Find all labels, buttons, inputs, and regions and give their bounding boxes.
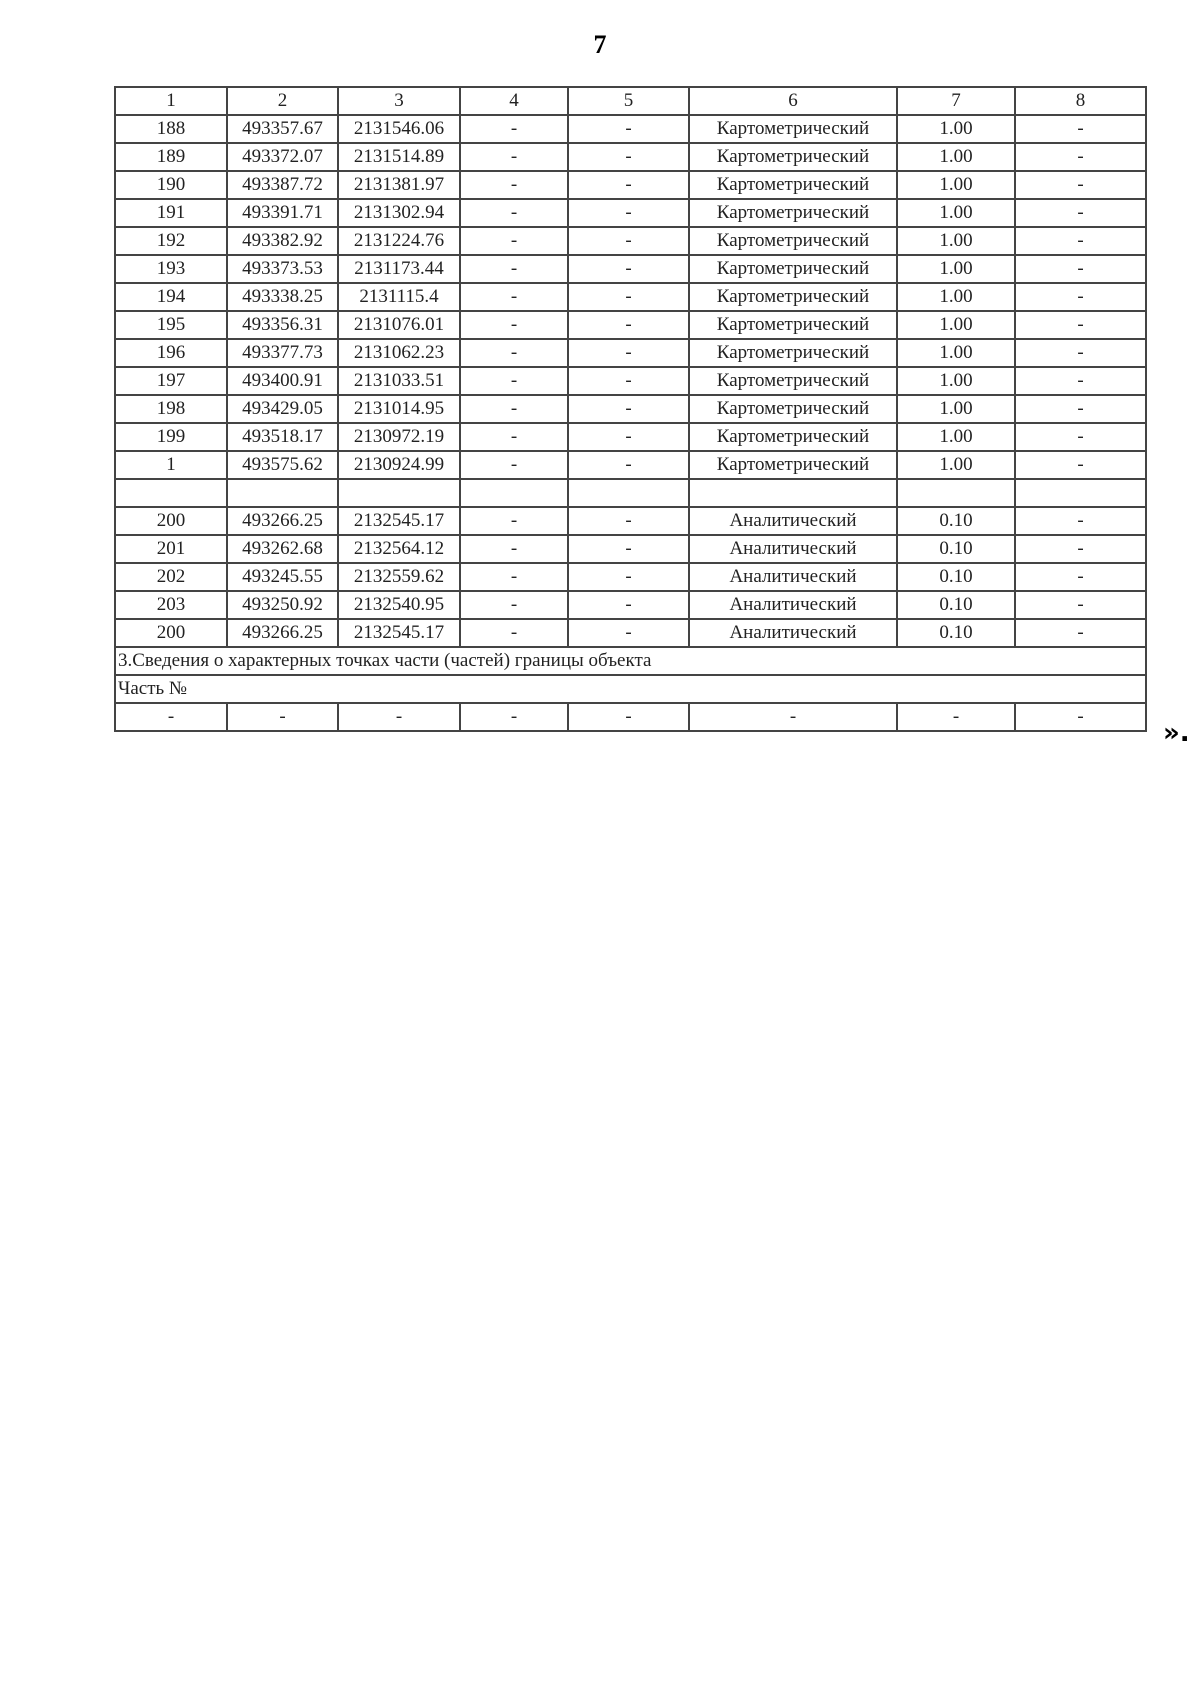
table-cell: - <box>568 423 689 451</box>
table-cell: 2131546.06 <box>338 115 460 143</box>
table-cell: - <box>897 703 1015 731</box>
table-cell: 2130924.99 <box>338 451 460 479</box>
table-cell: - <box>115 703 227 731</box>
table-cell: 1.00 <box>897 311 1015 339</box>
table-cell: 493373.53 <box>227 255 338 283</box>
part-number-label: Часть № <box>115 675 1146 703</box>
table-cell: - <box>1015 507 1146 535</box>
table-cell: - <box>1015 563 1146 591</box>
table-cell: 197 <box>115 367 227 395</box>
table-cell: - <box>1015 339 1146 367</box>
header-row <box>115 87 1146 115</box>
header-cell: 3 <box>338 87 460 115</box>
table-cell: - <box>568 283 689 311</box>
table-cell: Картометрический <box>689 199 897 227</box>
table-cell: Картометрический <box>689 395 897 423</box>
table-cell: 493266.25 <box>227 619 338 647</box>
table-row <box>115 255 1146 283</box>
table-row <box>115 395 1146 423</box>
table-cell: - <box>568 115 689 143</box>
table-cell: - <box>460 395 568 423</box>
table-cell: 493575.62 <box>227 451 338 479</box>
table-cell: 0.10 <box>897 591 1015 619</box>
empty-cell <box>689 479 897 507</box>
table-cell: 188 <box>115 115 227 143</box>
table-cell: Картометрический <box>689 283 897 311</box>
table-cell: - <box>1015 703 1146 731</box>
table-row <box>115 227 1146 255</box>
table-cell: Картометрический <box>689 367 897 395</box>
table-cell: - <box>460 507 568 535</box>
table-cell: 194 <box>115 283 227 311</box>
table-row <box>115 563 1146 591</box>
table-cell: Картометрический <box>689 227 897 255</box>
table-cell: - <box>460 143 568 171</box>
table-cell: 0.10 <box>897 619 1015 647</box>
table-cell: - <box>460 311 568 339</box>
table-cell: 190 <box>115 171 227 199</box>
table-row <box>115 367 1146 395</box>
empty-cell <box>460 479 568 507</box>
table-cell: Картометрический <box>689 339 897 367</box>
table-body <box>115 87 1146 731</box>
table-cell: 493400.91 <box>227 367 338 395</box>
table-cell: 203 <box>115 591 227 619</box>
table-cell: - <box>568 227 689 255</box>
table-cell: - <box>460 199 568 227</box>
table-cell: 1.00 <box>897 451 1015 479</box>
table-cell: Картометрический <box>689 255 897 283</box>
section3-title-row <box>115 647 1146 675</box>
table-row <box>115 619 1146 647</box>
table-cell: 1.00 <box>897 339 1015 367</box>
table-cell: - <box>460 423 568 451</box>
table-cell: 2131076.01 <box>338 311 460 339</box>
table-cell: - <box>568 535 689 563</box>
table-cell: Картометрический <box>689 115 897 143</box>
table-cell: 1.00 <box>897 171 1015 199</box>
table-cell: Картометрический <box>689 143 897 171</box>
empty-cell <box>897 479 1015 507</box>
table-cell: - <box>460 115 568 143</box>
table-cell: 1.00 <box>897 199 1015 227</box>
table-row <box>115 311 1146 339</box>
table-cell: 0.10 <box>897 507 1015 535</box>
table-cell: 2131014.95 <box>338 395 460 423</box>
header-cell: 5 <box>568 87 689 115</box>
table-cell: - <box>1015 255 1146 283</box>
table-cell: Картометрический <box>689 171 897 199</box>
part-number-label-row <box>115 675 1146 703</box>
table-cell: 2132564.12 <box>338 535 460 563</box>
table-cell: - <box>460 591 568 619</box>
table-cell: Картометрический <box>689 451 897 479</box>
table-row <box>115 535 1146 563</box>
table-row <box>115 199 1146 227</box>
table-cell: 1.00 <box>897 367 1015 395</box>
table-cell: 493245.55 <box>227 563 338 591</box>
table-cell: 2132545.17 <box>338 619 460 647</box>
table-cell: 493382.92 <box>227 227 338 255</box>
table-cell: 201 <box>115 535 227 563</box>
table-cell: 199 <box>115 423 227 451</box>
table-cell: - <box>460 451 568 479</box>
table-cell: 1.00 <box>897 143 1015 171</box>
table-cell: - <box>1015 143 1146 171</box>
table-cell: 2132559.62 <box>338 563 460 591</box>
table-cell: - <box>1015 311 1146 339</box>
table-cell: 189 <box>115 143 227 171</box>
table-cell: - <box>460 255 568 283</box>
table-cell: - <box>1015 367 1146 395</box>
table-cell: - <box>568 703 689 731</box>
table-cell: - <box>568 563 689 591</box>
table-cell: - <box>460 619 568 647</box>
header-cell: 7 <box>897 87 1015 115</box>
header-cell: 6 <box>689 87 897 115</box>
table-cell: Аналитический <box>689 507 897 535</box>
table-cell: - <box>568 255 689 283</box>
table-cell: - <box>460 703 568 731</box>
empty-cell <box>115 479 227 507</box>
table-cell: 493391.71 <box>227 199 338 227</box>
table-cell: 2131514.89 <box>338 143 460 171</box>
table-cell: 493377.73 <box>227 339 338 367</box>
table-cell: Аналитический <box>689 535 897 563</box>
table-cell: 493357.67 <box>227 115 338 143</box>
table-cell: 198 <box>115 395 227 423</box>
table-cell: - <box>460 339 568 367</box>
header-cell: 8 <box>1015 87 1146 115</box>
table-cell: 195 <box>115 311 227 339</box>
table-cell: 493262.68 <box>227 535 338 563</box>
table-cell: - <box>568 339 689 367</box>
table-cell: Картометрический <box>689 311 897 339</box>
table-cell: 2132540.95 <box>338 591 460 619</box>
table-cell: 200 <box>115 619 227 647</box>
table-cell: 193 <box>115 255 227 283</box>
table-cell: 2131062.23 <box>338 339 460 367</box>
table-row <box>115 143 1146 171</box>
header-cell: 4 <box>460 87 568 115</box>
table-cell: 2131033.51 <box>338 367 460 395</box>
table-cell: - <box>568 143 689 171</box>
table-cell: - <box>1015 171 1146 199</box>
table-cell: 493356.31 <box>227 311 338 339</box>
empty-cell <box>568 479 689 507</box>
table-cell: - <box>568 451 689 479</box>
table-cell: 2131302.94 <box>338 199 460 227</box>
table-row <box>115 283 1146 311</box>
table-cell: 191 <box>115 199 227 227</box>
table-cell: - <box>568 395 689 423</box>
table-cell: Картометрический <box>689 423 897 451</box>
empty-cell <box>1015 479 1146 507</box>
table-cell: - <box>1015 199 1146 227</box>
table-cell: - <box>568 171 689 199</box>
table-cell: 1.00 <box>897 115 1015 143</box>
table-cell: - <box>568 199 689 227</box>
table-cell: - <box>460 227 568 255</box>
table-cell: - <box>1015 227 1146 255</box>
table-cell: 493518.17 <box>227 423 338 451</box>
empty-cell <box>227 479 338 507</box>
table-cell: 0.10 <box>897 563 1015 591</box>
table-cell: - <box>460 563 568 591</box>
table-cell: - <box>460 367 568 395</box>
table-cell: 1.00 <box>897 395 1015 423</box>
empty-separator-row <box>115 479 1146 507</box>
table-row <box>115 451 1146 479</box>
table-cell: 493250.92 <box>227 591 338 619</box>
table-row <box>115 115 1146 143</box>
table-cell: - <box>568 311 689 339</box>
table-cell: - <box>1015 619 1146 647</box>
closing-quote-mark: ». <box>1163 718 1190 748</box>
page-number: 7 <box>593 30 607 59</box>
table-cell: 493372.07 <box>227 143 338 171</box>
table-row <box>115 339 1146 367</box>
header-cell: 2 <box>227 87 338 115</box>
table-cell: Аналитический <box>689 591 897 619</box>
table-cell: 200 <box>115 507 227 535</box>
empty-cell <box>338 479 460 507</box>
table-row <box>115 171 1146 199</box>
table-cell: 2131381.97 <box>338 171 460 199</box>
table-cell: 2131224.76 <box>338 227 460 255</box>
table-cell: - <box>1015 283 1146 311</box>
table-cell: 0.10 <box>897 535 1015 563</box>
table-cell: - <box>1015 535 1146 563</box>
table-cell: 2131173.44 <box>338 255 460 283</box>
table-cell: Аналитический <box>689 619 897 647</box>
table-cell: - <box>1015 423 1146 451</box>
table-cell: 1 <box>115 451 227 479</box>
table-cell: - <box>568 619 689 647</box>
table-row <box>115 591 1146 619</box>
table-cell: - <box>568 591 689 619</box>
table-cell: 1.00 <box>897 283 1015 311</box>
table-cell: - <box>1015 395 1146 423</box>
table-cell: 1.00 <box>897 227 1015 255</box>
table-row <box>115 423 1146 451</box>
table-cell: 196 <box>115 339 227 367</box>
table-cell: - <box>689 703 897 731</box>
table-cell: - <box>460 535 568 563</box>
table-cell: 493266.25 <box>227 507 338 535</box>
table-cell: 202 <box>115 563 227 591</box>
table-cell: 2130972.19 <box>338 423 460 451</box>
table-cell: - <box>460 171 568 199</box>
table-cell: - <box>1015 591 1146 619</box>
part-points-row <box>115 703 1146 731</box>
table-cell: 1.00 <box>897 255 1015 283</box>
boundary-points-table <box>114 86 1147 732</box>
header-cell: 1 <box>115 87 227 115</box>
table-cell: 1.00 <box>897 423 1015 451</box>
table-cell: - <box>568 367 689 395</box>
table-cell: Аналитический <box>689 563 897 591</box>
table-cell: - <box>568 507 689 535</box>
table-cell: - <box>460 283 568 311</box>
table-cell: - <box>1015 115 1146 143</box>
table-cell: - <box>338 703 460 731</box>
table-cell: 493429.05 <box>227 395 338 423</box>
table-cell: - <box>227 703 338 731</box>
table-cell: - <box>1015 451 1146 479</box>
table-cell: 2132545.17 <box>338 507 460 535</box>
table-cell: 2131115.4 <box>338 283 460 311</box>
table-cell: 192 <box>115 227 227 255</box>
section3-title: 3.Сведения о характерных точках части (частей) границы объекта <box>115 647 1146 675</box>
table-row <box>115 507 1146 535</box>
table-cell: 493387.72 <box>227 171 338 199</box>
table-cell: 493338.25 <box>227 283 338 311</box>
